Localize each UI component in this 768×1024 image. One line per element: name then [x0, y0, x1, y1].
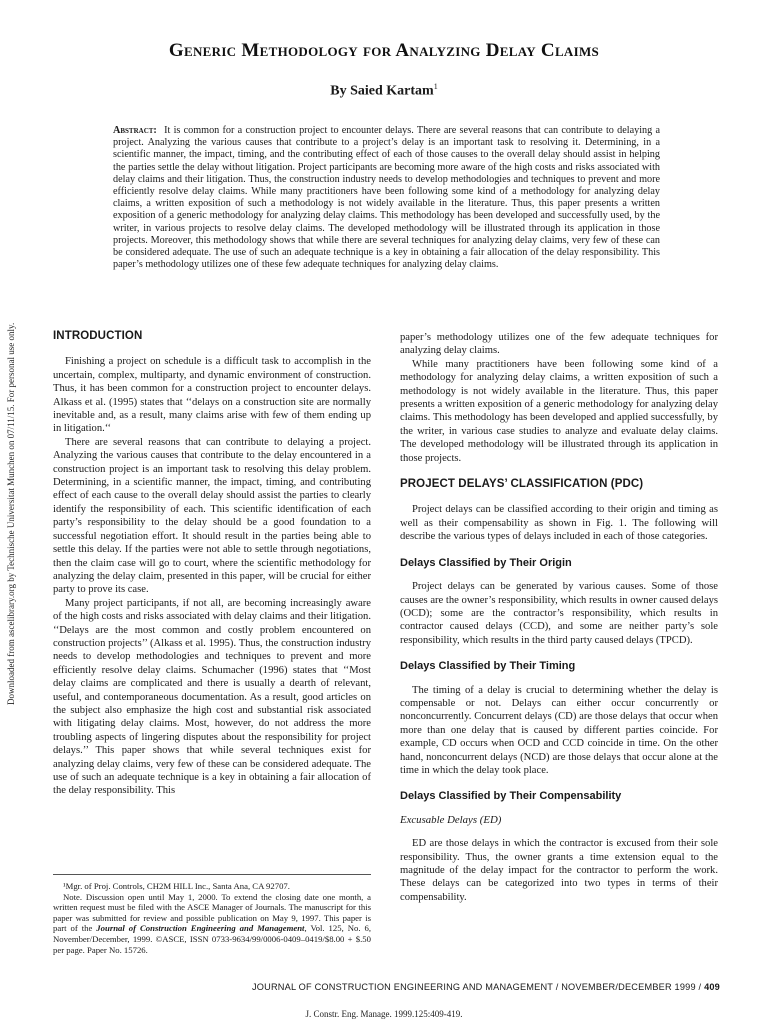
intro-paragraph: Finishing a project on schedule is a difficult task to accomplish in the uncertain, complex, multiparty, and dynamic environment of construction. Thus, it has been common for a construction project to encounter delays. Alkass et al. (1995) states that ‘‘delays on a construction site are normally inevitable and, as a result, many claims arise with few of them ending up in litigation.‘‘	[53, 356, 371, 435]
citation: J. Constr. Eng. Manage. 1999.125:409-419.	[305, 1009, 463, 1019]
intro-paragraph: Many project participants, if not all, are becoming increasingly aware of the high costs and risks associated with delay claims and their litigation. ‘‘Delays are the most common and costly problem encountered on construction projects’’ (Alkass et al. 1995). Thus, the construction industry needs to develop methodologies and techniques to prevent and more efficiently resolve delay claims. Schumacher (1996) states that ‘‘Most delay claims are complicated and there is usually a dearth of relevant, useful, and contemporaneous documentation. As a result, good articles on the subject also emphasize the high cost and substantial risk associated with litigating delay claims. Most, however, do not address the more troubling aspects of lingering disputes about the responsibility for project delays.’’ This paper shows that while several techniques exist for analyzing delay claims, very few of these can be considered adequate. The use of such an adequate technique is a key in obtaining a fair allocation of the delay responsibility. This	[53, 597, 371, 797]
abstract-label: Abstract:	[113, 125, 157, 136]
paper-title: Generic Methodology for Analyzing Delay Claims	[168, 40, 600, 61]
origin-paragraph: Project delays can be generated by various causes. Some of those causes are the owner’s responsibility, which results in owner caused delays (OCD); some are the contractor’s responsibility, which results in contractor caused delays (CCD), and some are neither party’s sole responsibility, which results in the third party caused delays (TPCD).	[400, 581, 718, 646]
intro-continued-paragraph: paper’s methodology utilizes one of the few adequate techniques for analyzing delay claims.	[400, 332, 718, 357]
footnote-note-tail: , Vol. 125, No. 6, November/December, 1999. ©ASCE, ISSN 0733-9634/99/0006-0409–0419/$8.00 + $.50 per page. Paper No. 15726.	[53, 923, 372, 955]
author-byline	[0, 82, 768, 100]
footnote-affiliation: ¹Mgr. of Proj. Controls, CH2M HILL Inc., Santa Ana, CA 92707.	[63, 881, 290, 891]
pdc-heading: PROJECT DELAYS’ CLASSIFICATION (PDC)	[400, 478, 644, 491]
footnote-note-text: Note. Discussion open until May 1, 2000. To extend the closing date one month, a written request must be filed with the ASCE Manager of Journals. The manuscript for this paper was submitted for review and possible publication on May 9, 1997. This paper is part of the	[53, 891, 371, 934]
author-name: By Saied Kartam	[330, 83, 434, 99]
author-footnote-mark: 1	[433, 82, 438, 91]
excusable-delays-paragraph: ED are those delays in which the contractor is excused from their sole responsibility. Thus, the owner grants a time extension equal to the magnitude of the delay impact for the contractor to perform the work. These delays can be categorized into two types in terms of their compensability.	[400, 838, 718, 903]
excusable-delays-heading: Excusable Delays (ED)	[400, 813, 502, 826]
intro-paragraph: There are several reasons that can contribute to delaying a project. Analyzing the various causes that contribute to the delay encountered in a construction project is an important task to resolving this delay problem. Determining, in a scientific manner, the impact, timing, and contributing effect of each cause to the overall delay should assist the parties to clearly identify the responsibility of each. This scientific identification of each party’s responsibility to the delay should be a good foundation to a successful negotiation effort. It should result in the parties being able to settle this delay. If the parties were not able to settle through negotiations, then the claim case will go to court, where the scientific methodology for analyzing the delay claim, presented in this paper, will be crucial for either party to prove its case.	[53, 436, 371, 596]
timing-heading: Delays Classified by Their Timing	[400, 660, 576, 673]
download-watermark	[0, 290, 18, 710]
abstract	[113, 125, 660, 271]
intro-continued-paragraph: While many practitioners have been following some kind of a methodology for analyzing delay claims, a written exposition of such a methodology is not widely available in the literature. Thus, this paper presents a written exposition of a generic methodology for analyzing delay claims. This methodology has been developed and applied successfully, by the writer, in various case studies to analyze and evaluate delay claims. The developed methodology will be illustrated through its application in those projects.	[400, 358, 718, 464]
timing-paragraph: The timing of a delay is crucial to determining whether the delay is compensable or not. Delays can either occur concurrently or nonconcurrently. Concurrent delays (CD) are those delays that occur when more than one delay that is caused by different parties coincide. For example, CD occurs when OCD and CCD coincide in time. On the other hand, nonconcurrent delays (NCD) are those delays that occur alone at the time in which the delay took place.	[400, 684, 718, 776]
introduction-heading: INTRODUCTION	[53, 330, 143, 342]
footnote	[53, 874, 371, 955]
origin-heading: Delays Classified by Their Origin	[400, 556, 572, 569]
abstract-text: It is common for a construction project to encounter delays. There are several reasons that can contribute to delaying a project. Analyzing the various causes that contribute to a project’s delay is an important task to resolving it. Determining, in a scientific manner, the impact, timing, and the contributing effect of each of those causes to the overall delay should assist in helping the parties settle the delay without litigation. Project participants are becoming more aware of the high costs and risks associated with delay claims and their litigation. Thus, the construction industry needs to develop methodologies and techniques to prevent and more efficiently resolve delay claims. While many practitioners have been following some kind of a methodology for analyzing delay claims, a written exposition of such a methodology is not widely available in the literature. Thus, this paper presents a written exposition of a generic methodology for analyzing delay claims. This methodology has been developed and successfully used, by the writer, in various projects to resolve delay claims. The developed methodology will be illustrated through its application in those projects. Moreover, this methodology shows that while there are several techniques for analyzing delay claims, very few of these can be considered adequate. The use of such an adequate technique is a key in obtaining a fair allocation of the delay responsibility. This paper’s methodology utilizes one of these few adequate techniques for analyzing delay claims.	[113, 125, 660, 271]
footnote-note	[53, 892, 371, 956]
right-column	[400, 331, 718, 904]
pdc-paragraph: Project delays can be classified according to their origin and timing as well as their compensability as shown in Fig. 1. The following will describe the various types of delays included in each of those categories.	[400, 504, 718, 543]
compensability-heading: Delays Classified by Their Compensability	[400, 790, 622, 803]
running-footer	[252, 982, 720, 992]
page-number: 409	[704, 982, 720, 992]
left-column	[53, 330, 371, 798]
footnote-journal-name: Journal of Construction Engineering and Management	[96, 923, 305, 934]
download-watermark-text: Downloaded from ascelibrary.org by Technische Universitat Munchen on 07/11/15. For personal use only.	[6, 322, 16, 705]
running-footer-text: JOURNAL OF CONSTRUCTION ENGINEERING AND MANAGEMENT / NOVEMBER/DECEMBER 1999 /	[251, 982, 705, 992]
